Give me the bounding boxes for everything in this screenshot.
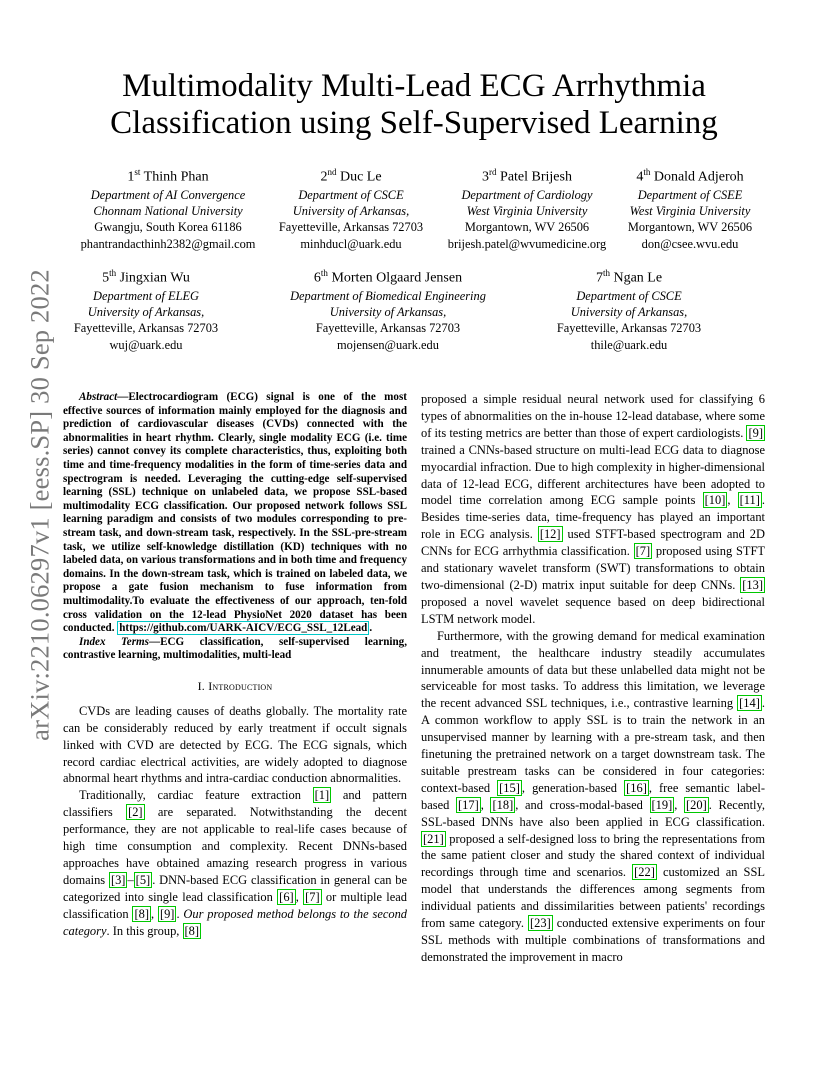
citation-link[interactable]: [8] [184,923,200,938]
author-dept: Department of CSCE [576,288,682,303]
author-name: Thinh Phan [140,169,209,185]
author-name: Ngan Le [609,270,663,286]
author-email: thile@uark.edu [590,337,668,352]
citation-link[interactable]: [12] [539,527,561,542]
author-city: Morgantown, WV 26506 [627,220,753,235]
author-city: Fayetteville, Arkansas 72703 [556,321,702,336]
author-dept: Department of ELEG [93,288,199,303]
author-ordinal: 7 [595,270,603,286]
arxiv-sidebar [18,269,62,741]
author-block-6 [274,264,502,353]
author-block-2 [267,163,435,252]
author-ordinal-sup: th [320,268,328,278]
intro-paragraph-1: CVDs are leading causes of deaths globally. The mortality rate can be considerably reduced by early treatment if occult signals linked with CVD are detected by ECG. The ECG signals, which record cardiac electrical activities, are widely adopted to diagnose abnormal heart rhythms and intra-cardiac conduction abnormalities. [63,703,407,786]
citation-link[interactable]: [21] [423,831,444,846]
title-line-2: Classification using Self-Supervised Learning [110,105,718,141]
title-line-1: Multimodality Multi-Lead ECG Arrhythmia [122,68,706,104]
author-ordinal: 1 [127,169,135,185]
author-dept: Department of Cardiology [461,187,593,202]
author-inst: West Virginia University [466,204,588,219]
left-column [63,391,407,939]
citation-link[interactable]: [7] [305,889,320,904]
citation-link[interactable]: [6] [279,889,294,904]
citation-link[interactable]: [17] [457,797,479,812]
index-terms [63,636,407,663]
citation-link[interactable]: [11] [739,493,760,508]
author-city: Fayetteville, Arkansas 72703 [278,220,424,235]
citation-link[interactable]: [9] [159,906,175,921]
author-email: brijesh.patel@wvumedicine.org [447,236,607,251]
citation-link[interactable]: [16] [626,780,647,795]
author-email: phantrandacthinh2382@gmail.com [80,236,256,251]
abstract-label: Abstract [79,391,118,403]
citation-link[interactable]: [23] [530,916,551,931]
abstract: Abstract—Electrocardiogram (ECG) signal is one of the most effective sources of information mainly employed for the diagnosis and prediction of cardiovascular diseases (CVDs) connected with the abnormalities in heart rhythm. Clearly, single modality ECG (i.e. time series) cannot convey its complete characteristics, thus, exploiting both time and time-frequency modalities in the form of time-series data and spectrogram is needed. Leveraging the cutting-edge self-supervised learning (SSL) technique on unlabeled data, we propose SSL-based multimodality ECG classification. Our proposed network follows SSL learning paradigm and consists of two modules corresponding to pre-stream task, and down-stream task, respectively. In the SSL-pre-stream task, we utilize self-knowledge distillation (KD) techniques with no labeled data, on various transformations and in both time and frequency domains. In the down-stream task, which is trained on labeled data, we propose a gate fusion mechanism to fuse information from multimodality.To evaluate the effectiveness of our approach, ten-fold cross validation on the 12-lead PhysioNet 2020 dataset has been conducted. https://github.com/UARK-AICV/ECG_SSL_12Lead . [63,391,407,635]
intro-paragraph-2-cont: proposed a simple residual neural network used for classifying 6 types of abnormalities on the in-house 12-lead database, where some of its testing metrics are better than those of expert cardiologists. [9] trained a CNNs-based structure on multi-lead ECG data to diagnose myocardial infraction. Due to high complexity in higher-dimensional data of 12-lead ECG, different architectures have been adopted to model time correlation among ECG sample points [10] , [11] . Besides time-series data, time-frequency has played an important role in ECG analysis. [12] used STFT-based spectrogram and 2D CNNs for ECG arrhythmia classification. [7] proposed using STFT and stationary wavelet transform (SWT) transformations to obtain two-dimensional (2-D) matrix input suitable for deep CNNs. [13] proposed a novel wavelet sequence based on deep bidirectional LSTM network model. [421,392,765,626]
author-inst: University of Arkansas, [570,305,688,320]
intro-paragraph-2: Traditionally, cardiac feature extraction [1] and pattern classifiers [2] are separated. Notwithstanding the decent performance, they are not applicable to real-life cases because of high time consumption and complexity. Recent DNNs-based approaches have obtained amazing research progress in various domains [3] – [5] . DNN-based ECG classification in general can be categorized into single lead classification [6] , [7] or multiple lead classification [8] , [9] . Our proposed method belongs to the second category. In this group, [8] [63,788,408,938]
author-dept: Department of CSEE [637,187,743,202]
citation-link[interactable]: [3] [110,872,126,887]
author-email: minhducl@uark.edu [300,236,402,251]
author-ordinal: 5 [102,270,110,286]
author-inst: University of Arkansas, [87,305,205,320]
citation-link[interactable]: [22] [634,865,655,880]
author-inst: West Virginia University [629,204,751,219]
abstract-text: —Electrocardiogram (ECG) signal is one of the most effective sources of information mainly employed for the diagnosis and prediction of cardiovascular diseases (CVDs) connected with the abnormalities in heart rhythm. Clearly, single modality ECG (i.e. time series) cannot convey its complete characteristics, thus, exploiting both time and time-frequency modalities in the form of time-series data and spectrogram is needed. Leveraging the cutting-edge self-supervised learning (SSL) technique on unlabeled data, we propose SSL-based multimodality ECG classification. Our proposed network follows SSL learning paradigm and consists of two modules corresponding to pre-stream task, and down-stream task, respectively. In the SSL-pre-stream task, we utilize self-knowledge distillation (KD) techniques with no labeled data, on various transformations and in both time and frequency domains. In the down-stream task, which is trained on labeled data, we propose a gate fusion mechanism to fuse information from multimodality.To evaluate the effectiveness of our approach, ten-fold cross validation on the 12-lead PhysioNet 2020 dataset has been conducted. [63,391,407,635]
author-ordinal: 2 [320,169,328,185]
author-email: don@csee.wvu.edu [641,236,739,251]
author-dept: Department of AI Convergence [90,187,246,202]
emphasis-text: Our proposed method belongs to the second category [63,906,408,938]
citation-link[interactable]: [19] [651,797,673,812]
author-block-4 [618,163,762,252]
author-ordinal: 6 [313,270,321,286]
author-ordinal: 4 [636,169,644,185]
author-block-7 [545,264,713,353]
author-ordinal-sup: nd [327,167,337,177]
author-city: Gwangju, South Korea 61186 [94,220,242,235]
author-block-5 [63,264,229,353]
section-title: Introduction [208,678,273,693]
author-city: Morgantown, WV 26506 [464,220,590,235]
right-column [421,391,765,966]
citation-link[interactable]: [15] [499,780,520,795]
paper-title [60,68,768,142]
author-inst: University of Arkansas, [329,305,447,320]
author-email: mojensen@uark.edu [337,337,439,352]
intro-paragraph-3: Furthermore, with the growing demand for medical examination and treatment, the healthcare industry steadily accumulates innumerable amounts of data but these unlabelled data might not be serviceable for most tasks. To address this limitation, we leverage the recent advanced SSL techniques, i.e., contrastive learning [14] . A common workflow to apply SSL is to train the network in an unsupervised manner by learning with a pre-stream task, and then finetuning the pretrained network on a target downstream task. The suitable prestream tasks can be considered in four categories: context-based [15] , generation-based [16] , free semantic label-based [17] , [18] , and cross-modal-based [19] , [20] . Recently, SSL-based DNNs have also been applied in ECG classification. [21] proposed a self-designed loss to bring the representations from the same patient closer and study the shared context of individual recordings through time and scenarios. [22] customized an SSL model that understands the differences among segments from individual patients and dissimilarities between patients' recordings from same category. [23] conducted extensive experiments on four SSL methods with multiple combinations of transformations and demonstrated the improvement in macro [421,628,766,964]
section-number: I. [197,678,209,693]
arxiv-id: arXiv:2210.06297v1 [eess.SP] 30 Sep 2022 [24,269,55,741]
author-block-1 [72,163,264,252]
citation-link[interactable]: [14] [739,696,760,711]
index-terms-text: —ECG classification, self-supervised learning, contrastive learning, multimodalities, multi-lead [63,635,407,662]
citation-link[interactable]: [7] [635,544,651,559]
author-inst: Chonnam National University [93,204,243,219]
author-dept: Department of Biomedical Engineering [290,288,486,303]
citation-link[interactable]: [13] [742,577,763,592]
citation-link[interactable]: [1] [314,788,330,803]
github-link[interactable]: https://github.com/UARK-AICV/ECG_SSL_12Lead [119,622,368,635]
citation-link[interactable]: [5] [135,872,151,887]
section-heading [63,678,407,695]
author-dept: Department of CSCE [298,187,404,202]
citation-link[interactable]: [10] [704,493,726,508]
author-email: wuj@uark.edu [109,337,183,352]
citation-link[interactable]: [18] [492,797,514,812]
author-inst: University of Arkansas, [292,204,410,219]
author-ordinal-sup: th [643,167,651,177]
author-name: Morten Olgaard Jensen [327,270,463,286]
author-ordinal-sup: th [109,268,117,278]
author-city: Fayetteville, Arkansas 72703 [315,321,461,336]
author-ordinal-sup: th [602,268,610,278]
author-name: Jingxian Wu [116,270,190,286]
citation-link[interactable]: [8] [134,906,149,921]
author-ordinal: 3 [482,169,490,185]
citation-link[interactable]: [9] [748,425,763,440]
author-block-3 [438,163,616,252]
author-name: Patel Brijesh [496,169,572,185]
author-city: Fayetteville, Arkansas 72703 [73,321,219,336]
index-terms-label: Index Terms [79,635,149,648]
author-ordinal-sup: st [134,167,141,177]
author-name: Duc Le [336,169,382,185]
author-ordinal-sup: rd [489,167,497,177]
citation-link[interactable]: [20] [686,797,707,812]
citation-link[interactable]: [2] [128,805,143,820]
author-name: Donald Adjeroh [650,169,744,185]
